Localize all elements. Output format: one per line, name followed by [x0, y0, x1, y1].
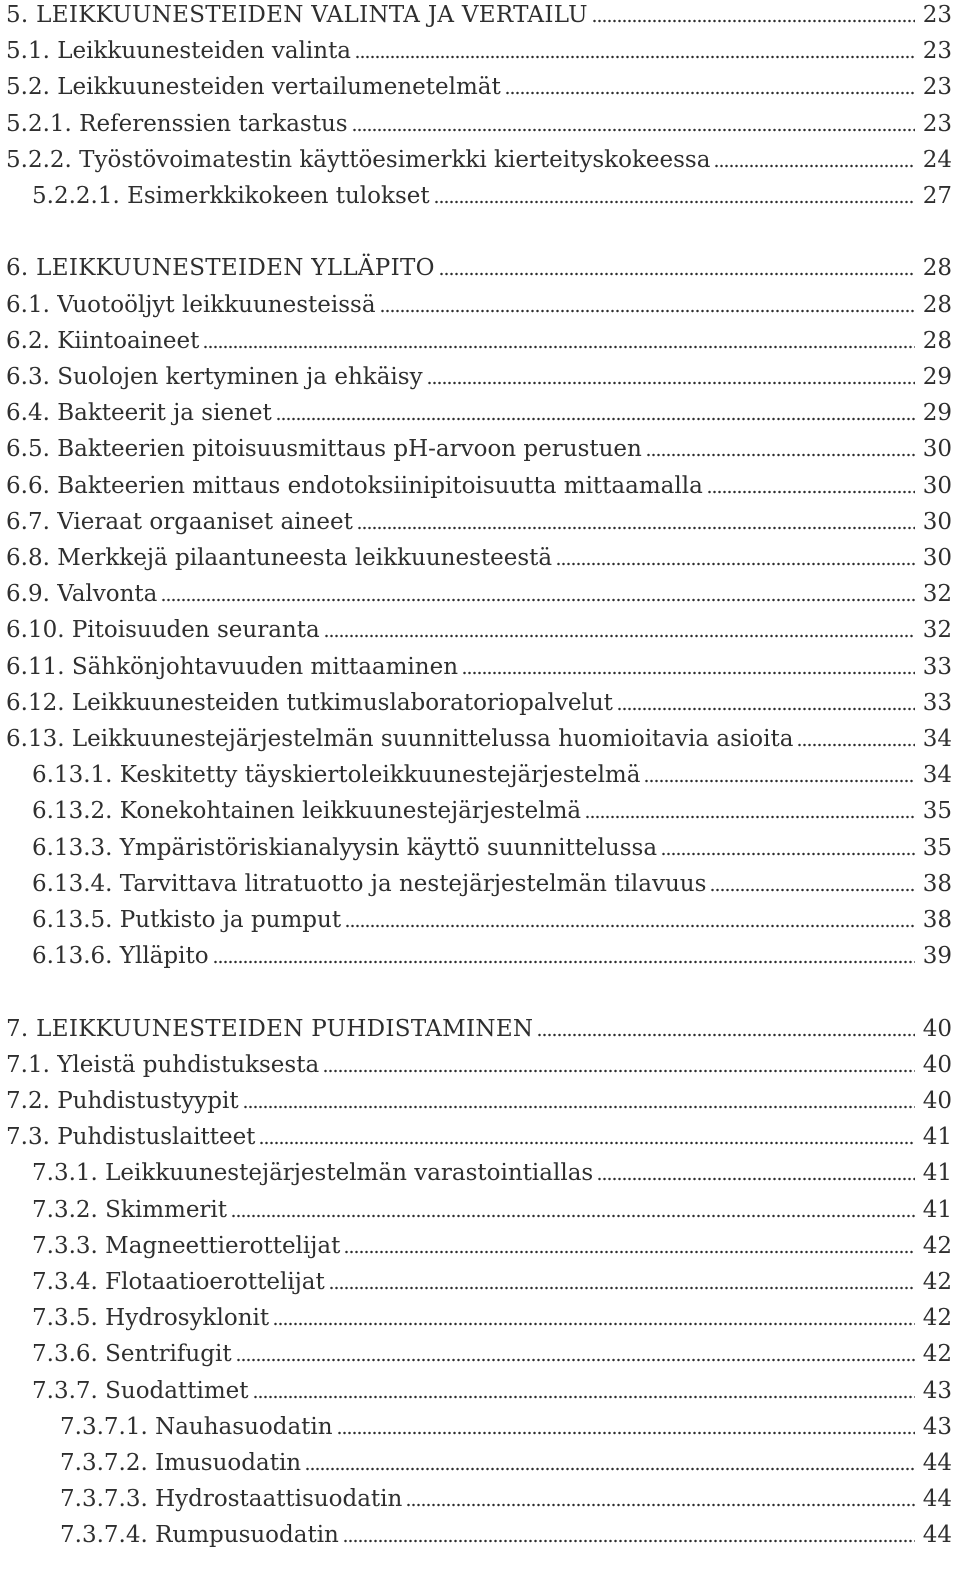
dot-leader: [323, 1069, 915, 1073]
toc-entry-page: 42: [922, 1341, 952, 1367]
dot-leader: [380, 309, 915, 313]
toc-entry-title: 7.3.5. Hydrosyklonit: [32, 1305, 270, 1331]
toc-entry[interactable]: [0, 142, 952, 178]
toc-entry[interactable]: [0, 721, 952, 757]
toc-entry[interactable]: [0, 250, 952, 286]
dot-leader: [345, 924, 915, 928]
dot-leader: [231, 1214, 915, 1218]
dot-leader: [427, 381, 915, 385]
toc-entry[interactable]: [0, 1300, 952, 1336]
dot-leader: [434, 200, 915, 204]
toc-entry-title: 6.8. Merkkejä pilaantuneesta leikkuunesteestä: [6, 545, 553, 571]
dot-leader: [324, 634, 915, 638]
toc-entry[interactable]: [0, 1155, 952, 1191]
toc-entry-title: 6.5. Bakteerien pitoisuusmittaus pH-arvoon perustuen: [6, 436, 642, 462]
toc-entry-page: 41: [922, 1197, 952, 1223]
toc-entry[interactable]: [0, 359, 952, 395]
dot-leader: [707, 490, 915, 494]
toc-entry[interactable]: [0, 830, 952, 866]
toc-entry-title: 7.3.3. Magneettierottelijat: [32, 1233, 341, 1259]
toc-entry-page: 27: [922, 183, 952, 209]
dot-leader: [203, 345, 914, 349]
toc-entry-title: 6.13.5. Putkisto ja pumput: [32, 907, 342, 933]
toc-entry[interactable]: [0, 395, 952, 431]
toc-entry-page: 44: [922, 1486, 952, 1512]
toc-entry[interactable]: [0, 106, 952, 142]
toc-entry-title: 7.3.7.2. Imusuodatin: [60, 1450, 302, 1476]
toc-entry-page: 28: [922, 292, 952, 318]
toc-entry-title: 7.3.2. Skimmerit: [32, 1197, 228, 1223]
dot-leader: [505, 91, 915, 95]
toc-entry-page: 44: [922, 1522, 952, 1548]
dot-leader: [305, 1467, 915, 1471]
toc-entry-page: 41: [922, 1160, 952, 1186]
toc-entry-page: 40: [922, 1088, 952, 1114]
toc-entry-page: 40: [922, 1016, 952, 1042]
dot-leader: [646, 453, 915, 457]
toc-entry-title: 6.13.1. Keskitetty täyskiertoleikkuunestejärjestelmä: [32, 762, 641, 788]
dot-leader: [714, 164, 914, 168]
toc-entry-title: 6.6. Bakteerien mittaus endotoksiinipitoisuutta mittaamalla: [6, 473, 703, 499]
toc-entry-page: 34: [922, 762, 952, 788]
toc-entry[interactable]: [0, 504, 952, 540]
toc-entry-title: 6.9. Valvonta: [6, 581, 158, 607]
toc-entry[interactable]: [0, 757, 952, 793]
toc-entry-page: 24: [922, 147, 952, 173]
toc-entry-title: 5.2. Leikkuunesteiden vertailumenetelmät: [6, 74, 501, 100]
toc-entry[interactable]: [0, 287, 952, 323]
toc-entry-page: 23: [922, 2, 952, 28]
toc-entry-title: 7.3.6. Sentrifugit: [32, 1341, 232, 1367]
toc-entry-page: 42: [922, 1233, 952, 1259]
toc-entry-title: 5. LEIKKUUNESTEIDEN VALINTA JA VERTAILU: [6, 2, 588, 28]
toc-entry-title: 7.3.1. Leikkuunestejärjestelmän varastointiallas: [32, 1160, 594, 1186]
dot-leader: [406, 1503, 914, 1507]
toc-entry[interactable]: [0, 866, 952, 902]
toc-entry-page: 30: [922, 473, 952, 499]
toc-entry-page: 30: [922, 545, 952, 571]
toc-entry-title: 6.11. Sähkönjohtavuuden mittaaminen: [6, 654, 459, 680]
dot-leader: [259, 1141, 914, 1145]
toc-entry[interactable]: [0, 649, 952, 685]
toc-entry-page: 28: [922, 328, 952, 354]
toc-entry-title: 7.1. Yleistä puhdistuksesta: [6, 1052, 320, 1078]
toc-entry[interactable]: [0, 1409, 952, 1445]
toc-entry-title: 6.3. Suolojen kertyminen ja ehkäisy: [6, 364, 423, 390]
toc-entry[interactable]: [0, 1011, 952, 1047]
toc-entry-title: 6.7. Vieraat orgaaniset aineet: [6, 509, 353, 535]
toc-entry[interactable]: [0, 33, 952, 69]
toc-entry-title: 7. LEIKKUUNESTEIDEN PUHDISTAMINEN: [6, 1016, 534, 1042]
toc-entry[interactable]: [0, 576, 952, 612]
dot-leader: [439, 272, 915, 276]
toc-entry[interactable]: [0, 468, 952, 504]
toc-entry[interactable]: [0, 178, 952, 214]
dot-leader: [253, 1395, 915, 1399]
toc-entry-title: 5.2.2. Työstövoimatestin käyttöesimerkki kierteityskokeessa: [6, 147, 711, 173]
dot-leader: [273, 1322, 915, 1326]
toc-entry-page: 23: [922, 111, 952, 137]
toc-entry-title: 7.2. Puhdistustyypit: [6, 1088, 239, 1114]
toc-entry[interactable]: [0, 1517, 952, 1553]
dot-leader: [355, 55, 915, 59]
dot-leader: [617, 707, 915, 711]
toc-entry[interactable]: [0, 1445, 952, 1481]
dot-leader: [661, 852, 915, 856]
toc-entry-page: 30: [922, 436, 952, 462]
toc-entry-title: 6.4. Bakteerit ja sienet: [6, 400, 272, 426]
toc-entry[interactable]: [0, 69, 952, 105]
dot-leader: [344, 1250, 914, 1254]
toc-entry[interactable]: [0, 685, 952, 721]
toc-entry-title: 6.13.2. Konekohtainen leikkuunestejärjestelmä: [32, 798, 582, 824]
toc-entry[interactable]: [0, 540, 952, 576]
toc-entry[interactable]: [0, 1083, 952, 1119]
dot-leader: [337, 1431, 915, 1435]
toc-entry-page: 43: [922, 1414, 952, 1440]
toc-entry-page: 43: [922, 1378, 952, 1404]
toc-entry-title: 6.1. Vuotoöljyt leikkuunesteissä: [6, 292, 376, 318]
dot-leader: [597, 1177, 914, 1181]
dot-leader: [462, 671, 915, 675]
dot-leader: [585, 815, 915, 819]
toc-entry-page: 29: [922, 400, 952, 426]
toc-entry-title: 6.12. Leikkuunesteiden tutkimuslaboratoriopalvelut: [6, 690, 613, 716]
toc-entry-title: 6.2. Kiintoaineet: [6, 328, 200, 354]
dot-leader: [343, 1539, 915, 1543]
toc-entry[interactable]: [0, 431, 952, 467]
toc-entry[interactable]: [0, 938, 952, 974]
toc-entry-title: 6.10. Pitoisuuden seuranta: [6, 617, 320, 643]
dot-leader: [592, 19, 915, 23]
toc-entry-page: 29: [922, 364, 952, 390]
toc-entry-page: 42: [922, 1305, 952, 1331]
toc-entry-page: 23: [922, 38, 952, 64]
toc-entry-title: 5.1. Leikkuunesteiden valinta: [6, 38, 352, 64]
toc-entry-page: 33: [922, 654, 952, 680]
toc-entry[interactable]: [0, 1264, 952, 1300]
toc-entry-title: 7.3.7. Suodattimet: [32, 1378, 249, 1404]
toc-entry-title: 7.3.7.4. Rumpusuodatin: [60, 1522, 339, 1548]
toc-entry-title: 5.2.2.1. Esimerkkikokeen tulokset: [32, 183, 430, 209]
toc-entry[interactable]: [0, 1336, 952, 1372]
toc-entry-page: 30: [922, 509, 952, 535]
toc-entry-title: 5.2.1. Referenssien tarkastus: [6, 111, 348, 137]
toc-entry[interactable]: [0, 1373, 952, 1409]
dot-leader: [797, 743, 914, 747]
toc-entry-page: 33: [922, 690, 952, 716]
dot-leader: [161, 598, 914, 602]
dot-leader: [236, 1358, 915, 1362]
toc-entry-page: 41: [922, 1124, 952, 1150]
toc-entry-title: 6.13.4. Tarvittava litratuotto ja nestejärjestelmän tilavuus: [32, 871, 707, 897]
dot-leader: [276, 417, 915, 421]
toc-entry-page: 39: [922, 943, 952, 969]
toc-entry-page: 40: [922, 1052, 952, 1078]
toc-entry[interactable]: [0, 612, 952, 648]
toc-entry-title: 6.13. Leikkuunestejärjestelmän suunnittelussa huomioitavia asioita: [6, 726, 794, 752]
dot-leader: [329, 1286, 915, 1290]
toc-entry[interactable]: [0, 1119, 952, 1155]
dot-leader: [556, 562, 915, 566]
toc-entry-title: 6.13.3. Ympäristöriskianalyysin käyttö suunnittelussa: [32, 835, 658, 861]
toc-entry-page: 28: [922, 255, 952, 281]
toc-entry-page: 32: [922, 581, 952, 607]
toc-entry-page: 23: [922, 74, 952, 100]
toc-entry[interactable]: [0, 323, 952, 359]
toc-entry-title: 7.3.7.3. Hydrostaattisuodatin: [60, 1486, 403, 1512]
toc-entry-page: 35: [922, 835, 952, 861]
dot-leader: [213, 960, 915, 964]
toc-entry-page: 34: [922, 726, 952, 752]
toc-entry-title: 6. LEIKKUUNESTEIDEN YLLÄPITO: [6, 255, 435, 281]
dot-leader: [710, 888, 914, 892]
toc-entry[interactable]: [0, 1228, 952, 1264]
toc-entry-title: 7.3. Puhdistuslaitteet: [6, 1124, 256, 1150]
toc-entry[interactable]: [0, 1047, 952, 1083]
toc-entry-page: 42: [922, 1269, 952, 1295]
toc-entry-page: 35: [922, 798, 952, 824]
toc-entry[interactable]: [0, 1192, 952, 1228]
dot-leader: [352, 128, 915, 132]
toc-entry-title: 6.13.6. Ylläpito: [32, 943, 209, 969]
dot-leader: [644, 779, 914, 783]
toc-entry-page: 32: [922, 617, 952, 643]
toc-entry-title: 7.3.4. Flotaatioerottelijat: [32, 1269, 325, 1295]
toc-entry-page: 38: [922, 907, 952, 933]
toc-entry-title: 7.3.7.1. Nauhasuodatin: [60, 1414, 333, 1440]
toc-entry[interactable]: [0, 793, 952, 829]
dot-leader: [357, 526, 915, 530]
toc-entry-page: 44: [922, 1450, 952, 1476]
toc-entry[interactable]: [0, 1481, 952, 1517]
toc-entry[interactable]: [0, 0, 952, 33]
dot-leader: [537, 1033, 914, 1037]
dot-leader: [243, 1105, 915, 1109]
toc-entry[interactable]: [0, 902, 952, 938]
toc-entry-page: 38: [922, 871, 952, 897]
